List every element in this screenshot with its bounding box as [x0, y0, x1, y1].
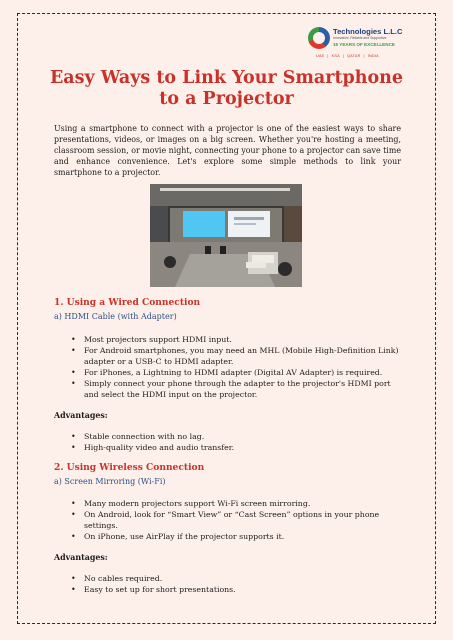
list-item: • On iPhone, use AirPlay if the projector supports it. [84, 531, 404, 542]
list-item: • Stable connection with no lag. [84, 431, 404, 442]
intro-paragraph: Using a smartphone to connect with a projector is one of the easiest ways to share presentations, videos, or images on a big screen. Whether you're hosting a meeting, classroom session, or movie night, connecting your phone to a projector can save time and enhance convenience. Let's explore some simple methods to link your smartphone to a projector. [54, 124, 401, 177]
page-title: Easy Ways to Link Your Smartphone to a Projector [49, 68, 404, 109]
logo-region: QATAR [347, 54, 361, 58]
advantages-list [54, 431, 404, 453]
advantages-list [54, 573, 404, 595]
logo-region: INDIA [367, 54, 379, 58]
list-item: • On Android, look for “Smart View” or “Cast Screen” options in your phone settings. [84, 509, 404, 531]
section-subheading: a) HDMI Cable (with Adapter) [54, 312, 177, 321]
list-item: • No cables required. [84, 573, 404, 584]
list-item: • For iPhones, a Lightning to HDMI adapter (Digital AV Adapter) is required. [84, 367, 404, 378]
advantages-label: Advantages: [54, 411, 108, 420]
logo-region-separator: | [363, 54, 365, 58]
logo-region: UAE [316, 54, 325, 58]
conference-room-photo [150, 184, 302, 287]
logo-region: KSA [331, 54, 340, 58]
logo-tagline: Innovative, Reliable and Supportive [333, 36, 387, 40]
logo-region-separator: | [342, 54, 344, 58]
section-wired-connection [54, 297, 404, 453]
advantages-label: Advantages: [54, 553, 108, 562]
logo-experience: 15 YEARS OF EXCELLENCE [333, 42, 395, 47]
company-logo [308, 24, 412, 62]
list-item: • Many modern projectors support Wi-Fi screen mirroring. [84, 498, 404, 509]
section-heading: 2. Using Wireless Connection [54, 462, 205, 473]
section-wireless-connection [54, 462, 404, 595]
section-heading: 1. Using a Wired Connection [54, 297, 201, 308]
list-item: • Simply connect your phone through the adapter to the projector's HDMI port and select the HDMI input on the projector. [84, 378, 404, 400]
mirroring-list [54, 498, 404, 542]
section-subheading: a) Screen Mirroring (Wi-Fi) [54, 477, 166, 486]
list-item: • For Android smartphones, you may need an MHL (Mobile High-Definition Link) adapter or a USB-C to HDMI adapter. [84, 345, 404, 367]
list-item: • Easy to set up for short presentations. [84, 584, 404, 595]
list-item: • Most projectors support HDMI input. [84, 334, 404, 345]
list-item: • High-quality video and audio transfer. [84, 442, 404, 453]
logo-mark-icon [308, 27, 330, 49]
logo-region-separator: | [327, 54, 329, 58]
logo-brand: Technologies L.L.C [333, 27, 403, 36]
logo-regions [316, 54, 382, 58]
conference-room-illustration [150, 184, 302, 287]
hdmi-list [54, 334, 404, 400]
